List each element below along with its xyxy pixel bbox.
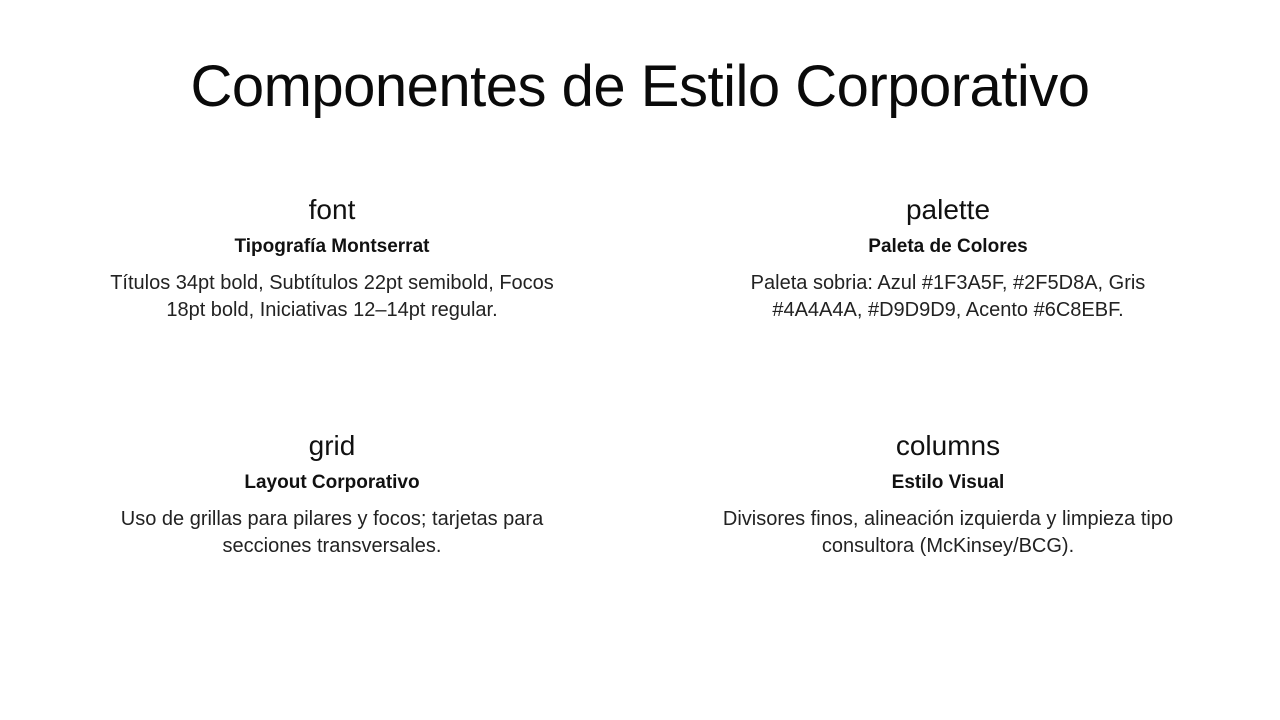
columns-icon: columns [895,430,1001,461]
card-text: Paleta sobria: Azul #1F3A5F, #2F5D8A, Gris #4A4A4A, #D9D9D9, Acento #6C8EBF. [750,272,1146,321]
card-text: Títulos 34pt bold, Subtítulos 22pt semibold, Focos 18pt bold, Iniciativas 12–14pt regular. [110,272,554,321]
card-text: Divisores finos, alineación izquierda y limpieza tipo consultora (McKinsey/BCG). [722,508,1174,557]
card-visual-style [688,428,1208,560]
card-palette [688,192,1208,324]
card-title: Paleta de Colores [868,236,1028,257]
card-title: Tipografía Montserrat [234,236,430,257]
card-typography [72,192,592,324]
card-layout [72,428,592,560]
card-title: Estilo Visual [891,472,1005,493]
card-title: Layout Corporativo [244,472,420,493]
card-text: Uso de grillas para pilares y focos; tarjetas para secciones transversales. [120,508,544,557]
grid-icon: grid [308,430,356,461]
page-title: Componentes de Estilo Corporativo [190,54,1090,119]
palette-icon: palette [905,194,991,225]
font-icon: font [308,194,356,225]
